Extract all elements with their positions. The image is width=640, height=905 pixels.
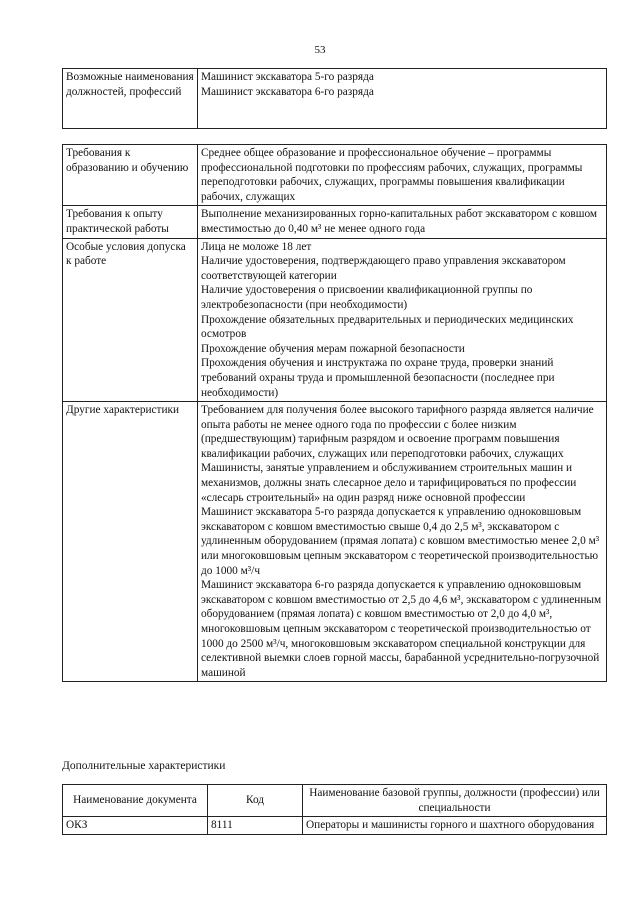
row-paragraph: Машинисты, занятые управлением и обслуживанием строительных машин и механизмов, должны знать слесарное дело и тарифицироваться по профессии «слесарь строительный» на один разряд ниже основной профессии xyxy=(201,462,577,504)
row-paragraph: Требованием для получения более высокого тарифного разряда является наличие опыта работы не менее одного года по профессии с более низким (предшествующим) тарифным разрядом и освоение программ повышения квалификации рабочих, служащих или переподготовки рабочих, служащих xyxy=(201,404,594,460)
position-item: Машинист экскаватора 6-го разряда xyxy=(201,85,374,98)
table-row xyxy=(63,238,607,402)
table-row xyxy=(63,817,607,835)
cell-code: 8111 xyxy=(208,817,303,835)
header-group-name: Наименование базовой группы, должности (профессии) или специальности xyxy=(303,785,607,817)
positions-table xyxy=(62,68,607,129)
row-content xyxy=(198,145,607,206)
position-item: Машинист экскаватора 5-го разряда xyxy=(201,71,374,83)
row-paragraph: Среднее общее образование и профессиональное обучение – программы профессиональной подготовки по профессиям рабочих, служащих, программы переподготовки рабочих, служащих, программы повышения квалификации рабочих, служащих xyxy=(201,147,583,203)
row-label: Особые условия допуска к работе xyxy=(63,238,198,402)
cell-group-name: Операторы и машинисты горного и шахтного оборудования xyxy=(303,817,607,835)
classification-table xyxy=(62,784,607,835)
row-content xyxy=(198,238,607,402)
row-content xyxy=(198,402,607,682)
additional-characteristics-title: Дополнительные характеристики xyxy=(62,760,226,772)
row-paragraph: Наличие удостоверения о присвоении квалификационной группы по электробезопасности (при необходимости) xyxy=(201,284,533,311)
table-row xyxy=(63,206,607,238)
row-paragraph: Машинист экскаватора 6-го разряда допускается к управлению одноковшовым экскаватором с ковшом вместимостью от 2,5 до 4,6 м³, экскаватором с удлиненным оборудованием (прямая лопата) с ковшом вместимостью от 2,0 до 4,0 м³, многоковшовым цепным экскаватором с теоретической производительностью от 1000 до 2500 м³/ч, многоковшовым экскаватором специальной конструкции для селективной выемки слоев горной массы, барабанной усреднительно-погрузочной машиной xyxy=(201,579,602,679)
row-paragraph: Прохождение обучения мерам пожарной безопасности xyxy=(201,342,465,355)
row-label: Другие характеристики xyxy=(63,402,198,682)
row-paragraph: Наличие удостоверения, подтверждающего право управления экскаватором соответствующей категории xyxy=(201,255,566,282)
row-paragraph: Лица не моложе 18 лет xyxy=(201,240,312,253)
cell-document: ОКЗ xyxy=(63,817,208,835)
table-row xyxy=(63,145,607,206)
row-paragraph: Прохождение обязательных предварительных и периодических медицинских осмотров xyxy=(201,313,574,341)
row-paragraph: Машинист экскаватора 5-го разряда допускается к управлению одноковшовым экскаватором с ковшом вместимостью свыше 0,4 до 2,5 м³, экскаватором с удлиненным оборудованием (прямая лопата) с ковшом вместимостью менее 2,0 м³ или многоковшовым цепным экскаватором с теоретической производительностью до 1000 м³/ч xyxy=(201,506,600,577)
page-number: 53 xyxy=(314,44,326,56)
row-label: Требования к образованию и обучению xyxy=(63,145,198,206)
header-code: Код xyxy=(208,785,303,817)
table-row xyxy=(63,402,607,682)
table-header-row xyxy=(63,785,607,817)
row-paragraph: Прохождения обучения и инструктажа по охране труда, проверки знаний требований охраны труда и промышленной безопасности (последнее при необходимости) xyxy=(201,357,555,399)
header-document: Наименование документа xyxy=(63,785,208,817)
row-label: Требования к опыту практической работы xyxy=(63,206,198,238)
requirements-table xyxy=(62,144,607,682)
row-content xyxy=(198,206,607,238)
positions-label: Возможные наименования должностей, профессий xyxy=(63,69,198,129)
row-paragraph: Выполнение механизированных горно-капитальных работ экскаватором с ковшом вместимостью до 0,40 м³ не менее одного года xyxy=(201,208,598,235)
positions-values xyxy=(198,69,607,129)
